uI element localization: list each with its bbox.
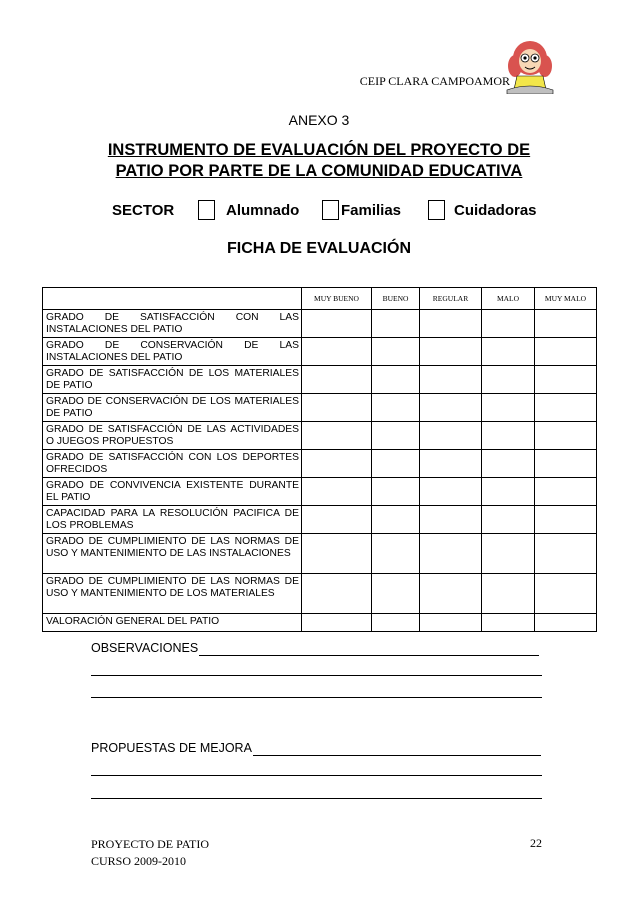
rating-cell[interactable]	[372, 614, 420, 632]
criterion-label: GRADO DE CONSERVACIÓN DE LOS MATERIALES DE PATIO	[43, 394, 302, 422]
rating-cell[interactable]	[302, 394, 372, 422]
rating-cell[interactable]	[535, 614, 597, 632]
rating-cell[interactable]	[302, 574, 372, 614]
rating-cell[interactable]	[535, 450, 597, 478]
rating-cell[interactable]	[302, 478, 372, 506]
rating-cell[interactable]	[302, 506, 372, 534]
rating-cell[interactable]	[482, 310, 535, 338]
observaciones-line	[199, 641, 539, 656]
col-regular: REGULAR	[420, 288, 482, 310]
observaciones-field[interactable]	[91, 641, 539, 656]
rating-cell[interactable]	[482, 394, 535, 422]
observaciones-line-2[interactable]	[91, 675, 542, 676]
rating-cell[interactable]	[420, 394, 482, 422]
rating-cell[interactable]	[372, 478, 420, 506]
rating-cell[interactable]	[482, 534, 535, 574]
rating-cell[interactable]	[372, 310, 420, 338]
rating-cell[interactable]	[302, 422, 372, 450]
footer-project: PROYECTO DE PATIO	[91, 837, 210, 851]
rating-cell[interactable]	[482, 366, 535, 394]
checkbox-alumnado[interactable]	[198, 200, 215, 220]
option-familias: Familias	[341, 202, 402, 219]
rating-cell[interactable]	[482, 478, 535, 506]
propuestas-field[interactable]	[91, 741, 541, 756]
footer	[91, 836, 209, 870]
rating-cell[interactable]	[302, 366, 372, 394]
criterion-label: GRADO DE CONVIVENCIA EXISTENTE DURANTE EL PATIO	[43, 478, 302, 506]
rating-cell[interactable]	[372, 422, 420, 450]
rating-cell[interactable]	[372, 506, 420, 534]
rating-cell[interactable]	[482, 574, 535, 614]
observaciones-label: OBSERVACIONES	[91, 641, 199, 655]
table-row	[43, 450, 597, 478]
rating-cell[interactable]	[535, 338, 597, 366]
criterion-label: GRADO DE CONSERVACIÓN DE LAS INSTALACIONES DEL PATIO	[43, 338, 302, 366]
rating-cell[interactable]	[420, 534, 482, 574]
rating-cell[interactable]	[302, 338, 372, 366]
rating-cell[interactable]	[535, 310, 597, 338]
rating-cell[interactable]	[535, 422, 597, 450]
rating-cell[interactable]	[535, 574, 597, 614]
propuestas-label: PROPUESTAS DE MEJORA	[91, 741, 252, 755]
rating-cell[interactable]	[420, 574, 482, 614]
table-row	[43, 422, 597, 450]
table-row	[43, 534, 597, 574]
col-muy-bueno: MUY BUENO	[302, 288, 372, 310]
footer-course: CURSO 2009-2010	[91, 854, 187, 868]
col-muy-malo: MUY MALO	[535, 288, 597, 310]
girl-mascot-logo	[505, 38, 555, 94]
rating-cell[interactable]	[372, 534, 420, 574]
blank-header-cell	[43, 288, 302, 310]
criterion-label: GRADO DE SATISFACCIÓN DE LAS ACTIVIDADES O JUEGOS PROPUESTOS	[43, 422, 302, 450]
table-row	[43, 310, 597, 338]
checkbox-cuidadoras[interactable]	[428, 200, 445, 220]
table-row	[43, 506, 597, 534]
rating-cell[interactable]	[372, 450, 420, 478]
document-title	[70, 140, 568, 182]
rating-cell[interactable]	[420, 506, 482, 534]
table-row	[43, 574, 597, 614]
rating-cell[interactable]	[482, 422, 535, 450]
propuestas-line-2[interactable]	[91, 775, 542, 776]
table-header-row	[43, 288, 597, 310]
rating-cell[interactable]	[420, 310, 482, 338]
rating-cell[interactable]	[302, 450, 372, 478]
criterion-label: GRADO DE CUMPLIMIENTO DE LAS NORMAS DE USO Y MANTENIMIENTO DE LOS MATERIALES	[43, 574, 302, 614]
rating-cell[interactable]	[535, 394, 597, 422]
col-malo: MALO	[482, 288, 535, 310]
rating-cell[interactable]	[482, 614, 535, 632]
criterion-label: VALORACIÓN GENERAL DEL PATIO	[43, 614, 302, 632]
rating-cell[interactable]	[482, 506, 535, 534]
rating-cell[interactable]	[420, 478, 482, 506]
criterion-label: CAPACIDAD PARA LA RESOLUCIÓN PACIFICA DE LOS PROBLEMAS	[43, 506, 302, 534]
criterion-label: GRADO DE SATISFACCIÓN DE LOS MATERIALES DE PATIO	[43, 366, 302, 394]
rating-cell[interactable]	[420, 338, 482, 366]
rating-cell[interactable]	[372, 366, 420, 394]
table-row	[43, 478, 597, 506]
page-number: 22	[530, 836, 542, 850]
rating-cell[interactable]	[420, 366, 482, 394]
criterion-label: GRADO DE CUMPLIMIENTO DE LAS NORMAS DE USO Y MANTENIMIENTO DE LAS INSTALACIONES	[43, 534, 302, 574]
school-name: CEIP CLARA CAMPOAMOR	[359, 74, 510, 88]
table-row	[43, 338, 597, 366]
rating-cell[interactable]	[302, 614, 372, 632]
form-title: FICHA DE EVALUACIÓN	[227, 240, 411, 257]
rating-cell[interactable]	[420, 422, 482, 450]
rating-cell[interactable]	[482, 450, 535, 478]
rating-cell[interactable]	[535, 478, 597, 506]
col-bueno: BUENO	[372, 288, 420, 310]
rating-cell[interactable]	[372, 574, 420, 614]
checkbox-familias[interactable]	[322, 200, 339, 220]
evaluation-table	[42, 287, 597, 632]
table-row	[43, 394, 597, 422]
rating-cell[interactable]	[482, 338, 535, 366]
rating-cell[interactable]	[302, 310, 372, 338]
sector-label: SECTOR	[112, 202, 175, 219]
rating-cell[interactable]	[372, 394, 420, 422]
rating-cell[interactable]	[535, 534, 597, 574]
criterion-label: GRADO DE SATISFACCIÓN CON LOS DEPORTES OFRECIDOS	[43, 450, 302, 478]
title-line-2: PATIO POR PARTE DE LA COMUNIDAD EDUCATIVA	[115, 162, 523, 180]
rating-cell[interactable]	[420, 450, 482, 478]
option-cuidadoras: Cuidadoras	[454, 202, 537, 219]
rating-cell[interactable]	[302, 534, 372, 574]
criterion-label: GRADO DE SATISFACCIÓN CON LAS INSTALACIONES DEL PATIO	[43, 310, 302, 338]
title-line-1: INSTRUMENTO DE EVALUACIÓN DEL PROYECTO DE	[107, 141, 531, 159]
propuestas-line	[253, 741, 541, 756]
option-alumnado: Alumnado	[226, 202, 300, 219]
table-row	[43, 614, 597, 632]
table-row	[43, 366, 597, 394]
rating-cell[interactable]	[372, 338, 420, 366]
observaciones-line-3[interactable]	[91, 697, 542, 698]
rating-cell[interactable]	[535, 366, 597, 394]
annex-label: ANEXO 3	[288, 112, 350, 128]
rating-cell[interactable]	[535, 506, 597, 534]
rating-cell[interactable]	[420, 614, 482, 632]
propuestas-line-3[interactable]	[91, 798, 542, 799]
